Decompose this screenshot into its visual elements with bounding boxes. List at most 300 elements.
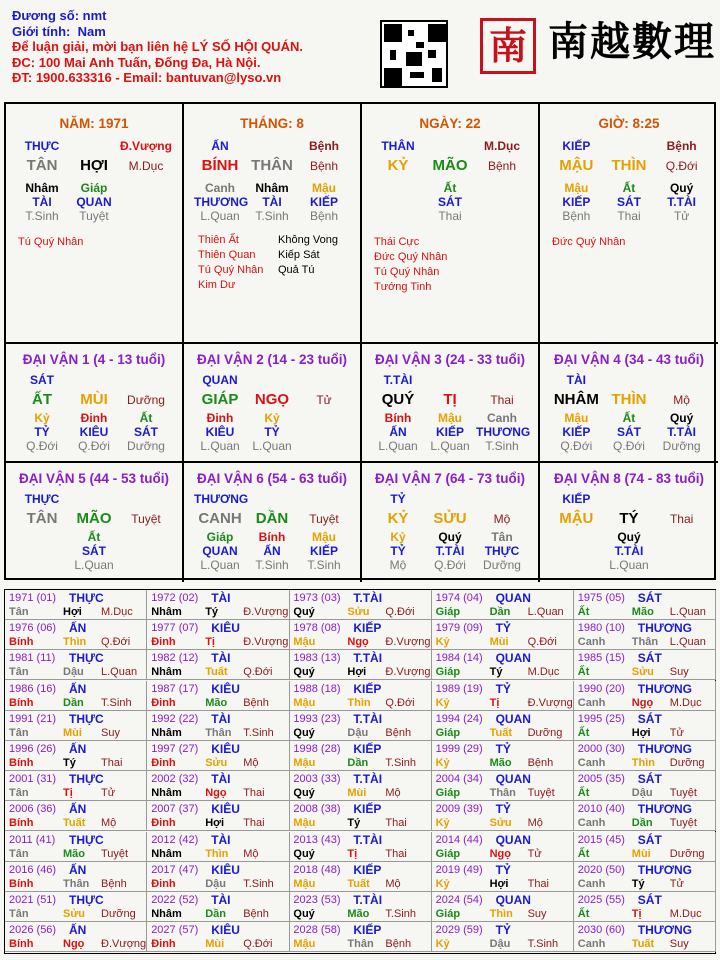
year-phase: L.Quan xyxy=(527,606,564,618)
hidden-god xyxy=(120,544,172,558)
year-label: 2022 (52) xyxy=(151,894,199,906)
year-god: QUAN xyxy=(495,893,531,907)
hidden-phase: Thai xyxy=(438,209,462,223)
year-phase: Bệnh xyxy=(101,877,127,890)
dv-phase: Tử xyxy=(316,393,332,407)
year-branch: Mùi xyxy=(205,938,225,951)
dv-gods-row xyxy=(6,544,182,558)
year-label: 2016 (46) xyxy=(9,863,57,876)
year-label: 2011 (41) xyxy=(9,833,56,846)
spacer xyxy=(68,373,120,387)
seal-text: 南 xyxy=(488,23,527,68)
hidden-stem: Quý xyxy=(669,181,694,195)
header-contact-note: Để luận giải, mời bạn liên hệ LÝ SỐ HỘI QUÁN. xyxy=(12,39,303,54)
year-cell xyxy=(289,681,431,711)
spacer xyxy=(476,373,528,387)
pillar-stem: TÂN xyxy=(26,157,58,174)
year-phase: Q.Đới xyxy=(243,938,273,951)
hidden-god: SÁT xyxy=(134,425,158,439)
year-stem: Ất xyxy=(577,908,590,920)
yearly-table xyxy=(4,589,716,954)
year-phase: L.Quan xyxy=(669,606,706,618)
year-phase: T.Sinh xyxy=(527,938,559,951)
year-branch: Tị xyxy=(489,696,500,709)
hidden-phase: Dưỡng xyxy=(483,558,521,572)
year-branch: Tuất xyxy=(631,938,655,951)
year-branch: Dậu xyxy=(205,877,226,890)
year-phase: Tử xyxy=(669,877,684,890)
year-stem: Nhâm xyxy=(151,908,182,920)
dai-van-title: ĐẠI VẬN 4 (34 - 43 tuổi) xyxy=(553,352,705,367)
dv-main-row xyxy=(540,393,718,407)
hidden-phase: Bệnh xyxy=(309,209,339,223)
year-branch: Tý xyxy=(347,817,361,830)
note-item: Tú Quý Nhân xyxy=(18,236,84,248)
year-branch: Mùi xyxy=(631,847,651,860)
hidden-stem: Ất xyxy=(622,411,636,425)
hidden-god: KIẾP xyxy=(562,425,591,439)
year-cell xyxy=(574,681,716,711)
year-branch: Hợi xyxy=(205,817,225,830)
dai-van-cell xyxy=(540,463,718,582)
hidden-stem xyxy=(120,181,172,195)
header-gender xyxy=(12,24,303,40)
dv-branch: NGỌ xyxy=(254,391,290,408)
year-god: THƯƠNG xyxy=(637,621,692,636)
year-cell xyxy=(574,862,716,892)
spacer xyxy=(246,492,298,506)
dv-phase: Mộ xyxy=(493,512,511,526)
year-label: 1982 (12) xyxy=(151,652,199,665)
year-branch: Dậu xyxy=(63,666,84,679)
pillar-hidden-row xyxy=(184,181,360,195)
year-cell xyxy=(289,892,431,922)
hidden-god: T.TÀI xyxy=(667,425,696,439)
pillar-branch: THÂN xyxy=(251,157,293,174)
pillar-cell xyxy=(362,104,540,344)
year-cell xyxy=(574,711,716,741)
dai-van-cell xyxy=(540,344,718,463)
hidden-stem: Tân xyxy=(491,530,513,544)
year-stem: Canh xyxy=(577,877,606,890)
year-cell xyxy=(147,590,289,620)
pillar-main-row xyxy=(362,159,538,173)
year-god: KIÊU xyxy=(211,621,240,636)
note-item: Quả Tú xyxy=(278,264,315,276)
year-stem: Giáp xyxy=(435,787,461,800)
dv-god-row xyxy=(540,373,718,387)
dv-sub-row xyxy=(362,558,538,572)
note-item: Kim Dư xyxy=(198,279,236,291)
hidden-stem: Quý xyxy=(438,530,462,544)
year-label: 2019 (49) xyxy=(435,863,483,876)
year-cell xyxy=(147,892,289,922)
dv-branch: THÌN xyxy=(611,391,647,408)
hidden-god: KIẾP xyxy=(309,195,338,209)
hidden-god xyxy=(476,195,528,209)
year-god: TỶ xyxy=(495,802,511,817)
year-phase: T.Sinh xyxy=(243,726,274,739)
pillar-extra: Bệnh xyxy=(487,159,517,173)
year-god: TỶ xyxy=(495,862,511,877)
year-branch: Thìn xyxy=(205,847,229,860)
year-branch: Ngọ xyxy=(347,636,369,649)
year-stem: Canh xyxy=(577,757,606,769)
hidden-god xyxy=(16,544,68,558)
year-phase: Tuyệt xyxy=(527,787,555,800)
pillar-main-row xyxy=(184,159,360,173)
year-god: THỰC xyxy=(69,591,104,605)
year-label: 2017 (47) xyxy=(151,863,199,876)
dai-van-title: ĐẠI VẬN 8 (74 - 83 tuổi) xyxy=(553,471,705,486)
hidden-phase: L.Quan xyxy=(609,558,649,572)
year-phase: Dưỡng xyxy=(527,726,563,739)
hidden-stem: Nhâm xyxy=(255,181,289,195)
year-branch: Hợi xyxy=(489,877,509,890)
year-stem: Đinh xyxy=(151,817,176,830)
hidden-stem xyxy=(16,530,68,544)
year-label: 2008 (38) xyxy=(293,803,341,816)
hidden-stem: Giáp xyxy=(206,530,234,544)
hidden-phase xyxy=(120,209,172,223)
year-label: 2021 (51) xyxy=(9,894,57,906)
pillar-main-row xyxy=(540,159,718,173)
year-branch: Dần xyxy=(63,696,84,709)
hidden-stem: Đinh xyxy=(80,411,108,425)
year-god: THƯƠNG xyxy=(637,742,692,756)
year-label: 1991 (21) xyxy=(9,712,57,725)
hidden-god xyxy=(120,195,172,209)
year-phase: Q.Đới xyxy=(385,696,415,709)
hidden-phase: Q.Đới xyxy=(434,558,466,572)
year-cell xyxy=(574,741,716,771)
year-stem: Tân xyxy=(9,606,29,618)
year-god: TÀI xyxy=(211,711,231,726)
pillar-branch: THÌN xyxy=(611,157,647,174)
hidden-god: T.TÀI xyxy=(435,544,465,558)
year-god: KIÊU xyxy=(211,862,240,877)
year-cell xyxy=(147,922,289,952)
dai-van-title: ĐẠI VẬN 5 (44 - 53 tuổi) xyxy=(18,471,170,486)
dai-van-cell xyxy=(362,463,540,582)
year-phase: Bệnh xyxy=(385,726,412,739)
note-item: Thái Cực xyxy=(374,236,420,248)
year-cell xyxy=(5,922,147,952)
hidden-god xyxy=(550,544,602,558)
hidden-phase: Thai xyxy=(617,209,641,223)
year-god: TÀI xyxy=(211,772,231,787)
pillar-stem: MẬU xyxy=(559,157,594,174)
year-stem: Quý xyxy=(293,726,315,739)
hidden-god xyxy=(372,195,424,209)
year-phase: Đ.Vượng xyxy=(385,666,431,679)
year-label: 1993 (23) xyxy=(293,712,341,725)
year-branch: Mão xyxy=(63,847,85,860)
year-god: SÁT xyxy=(637,591,662,605)
year-phase: Tuyệt xyxy=(101,847,129,860)
year-label: 1973 (03) xyxy=(293,592,341,604)
year-label: 2013 (43) xyxy=(293,833,341,846)
year-cell xyxy=(147,681,289,711)
year-stem: Giáp xyxy=(435,606,461,618)
pillar-phase: Đ.Vượng xyxy=(120,139,172,153)
year-stem: Nhâm xyxy=(151,726,182,739)
hidden-stem: Giáp xyxy=(80,181,108,195)
dv-main-row xyxy=(6,512,182,526)
year-cell xyxy=(147,801,289,831)
dv-branch: TÝ xyxy=(619,510,639,527)
pillar-notes xyxy=(540,235,718,250)
year-branch: Thân xyxy=(205,726,232,739)
header-phone-email: ĐT: 1900.633316 - Email: bantuvan@lyso.vn xyxy=(12,70,282,85)
hidden-god: KIẾP xyxy=(435,425,464,439)
hidden-god: SÁT xyxy=(438,195,462,209)
dv-hidden-row xyxy=(184,411,360,425)
year-phase: Tử xyxy=(527,847,542,860)
year-label: 1979 (09) xyxy=(435,622,483,635)
hidden-phase: L.Quan xyxy=(200,209,240,223)
year-god: TỶ xyxy=(495,681,511,696)
dai-van-cell xyxy=(184,344,362,463)
dv-stem: QUÝ xyxy=(381,391,415,408)
gender-value: Nam xyxy=(77,23,106,39)
logo-calligraphy: 南越數理 xyxy=(548,18,716,65)
dv-hidden-row xyxy=(540,411,718,425)
year-branch: Sửu xyxy=(63,908,86,920)
year-label: 1989 (19) xyxy=(435,682,483,695)
hidden-phase: L.Quan xyxy=(74,558,114,572)
dv-gods-row xyxy=(362,544,538,558)
pillar-god: THỰC xyxy=(24,139,60,153)
year-god: SÁT xyxy=(637,772,662,787)
qr-code-icon xyxy=(380,20,448,88)
year-cell xyxy=(574,801,716,831)
year-stem: Nhâm xyxy=(151,666,182,679)
pillar-title: NGÀY: 22 xyxy=(419,116,481,131)
year-phase: T.Sinh xyxy=(101,696,132,709)
year-label: 2018 (48) xyxy=(293,863,341,876)
pillar-extra: M.Dục xyxy=(128,159,164,173)
dv-gods-row xyxy=(184,544,360,558)
dai-van-cell xyxy=(362,344,540,463)
note-item: Đức Quý Nhân xyxy=(552,236,626,248)
hidden-god: THƯƠNG xyxy=(194,195,249,209)
year-phase: L.Quan xyxy=(101,666,138,679)
year-stem: Canh xyxy=(577,696,606,709)
hidden-stem: Ất xyxy=(622,181,636,195)
dv-stem: CANH xyxy=(198,510,242,527)
spacer xyxy=(603,373,655,387)
year-stem: Tân xyxy=(9,908,29,920)
year-god: THỰC xyxy=(69,832,104,847)
year-label: 1997 (27) xyxy=(151,743,199,755)
year-branch: Ngọ xyxy=(631,696,654,709)
dv-hidden-row xyxy=(540,530,718,544)
dv-god: KIẾP xyxy=(562,492,591,506)
year-stem: Đinh xyxy=(151,757,176,769)
pillar-stem: BÍNH xyxy=(201,157,239,174)
year-cell xyxy=(432,771,574,801)
year-label: 2023 (53) xyxy=(293,894,341,906)
year-cell xyxy=(289,741,431,771)
dv-main-row xyxy=(362,393,538,407)
year-branch: Thìn xyxy=(347,696,371,709)
year-god: TÀI xyxy=(211,591,231,605)
year-god: QUAN xyxy=(495,711,531,726)
year-stem: Tân xyxy=(9,666,29,679)
year-branch: Thìn xyxy=(63,636,87,649)
dv-god: QUAN xyxy=(202,373,238,387)
year-stem: Mậu xyxy=(293,696,316,709)
year-god: KIÊU xyxy=(211,923,240,938)
dv-sub-row xyxy=(540,558,718,572)
year-phase: Bệnh xyxy=(243,908,269,920)
year-god: TÀI xyxy=(211,893,231,907)
year-phase: Mộ xyxy=(527,817,543,830)
year-cell xyxy=(147,711,289,741)
year-branch: Hợi xyxy=(631,726,651,739)
year-label: 1983 (13) xyxy=(293,652,341,665)
hidden-stem: Ất xyxy=(139,411,153,425)
pillar-god: THÂN xyxy=(381,139,415,153)
year-god: QUAN xyxy=(495,772,531,787)
pillar-top-row xyxy=(6,139,182,153)
year-cell xyxy=(5,801,147,831)
pillar-gods-row xyxy=(6,195,182,209)
spacer xyxy=(298,492,350,506)
year-cell xyxy=(432,801,574,831)
dv-sub-row xyxy=(184,558,360,572)
year-label: 1994 (24) xyxy=(435,712,483,725)
year-god: ẤN xyxy=(69,862,87,877)
pillar-hidden-row xyxy=(6,181,182,195)
hidden-phase xyxy=(16,558,68,572)
year-label: 2003 (33) xyxy=(293,773,341,786)
pillar-top-row xyxy=(184,139,360,153)
dv-sub-row xyxy=(6,439,182,453)
year-stem: Quý xyxy=(293,787,315,800)
year-label: 1980 (10) xyxy=(577,622,625,635)
year-stem: Canh xyxy=(577,817,606,830)
hidden-god: THƯƠNG xyxy=(476,425,531,439)
year-god: SÁT xyxy=(637,651,662,666)
hidden-stem: Mậu xyxy=(564,411,589,425)
year-god: QUAN xyxy=(495,651,531,666)
dv-phase: Thai xyxy=(490,393,514,407)
year-phase: Đ.Vượng xyxy=(243,606,289,618)
year-cell xyxy=(147,650,289,680)
spacer xyxy=(246,139,298,153)
dv-branch: SỬU xyxy=(433,510,467,527)
year-god: THƯƠNG xyxy=(637,681,692,696)
year-stem: Kỷ xyxy=(435,757,450,769)
year-cell xyxy=(432,650,574,680)
year-god: TỶ xyxy=(495,923,511,938)
year-branch: Thìn xyxy=(489,908,513,920)
year-label: 2010 (40) xyxy=(577,803,625,816)
dv-sub-row xyxy=(6,558,182,572)
note-item: Tướng Tinh xyxy=(374,281,432,293)
hidden-stem: Kỷ xyxy=(390,530,406,544)
dv-god-row xyxy=(184,492,360,506)
year-branch: Tuất xyxy=(489,726,512,739)
hidden-god: ẤN xyxy=(263,544,281,558)
year-phase: Mộ xyxy=(385,787,401,800)
hidden-stem xyxy=(550,530,602,544)
year-god: TÀI xyxy=(211,832,231,847)
hidden-god: ẤN xyxy=(389,425,407,439)
spacer xyxy=(424,492,476,506)
year-stem: Kỷ xyxy=(435,938,450,951)
year-label: 1992 (22) xyxy=(151,712,199,725)
year-cell xyxy=(432,620,574,650)
year-cell xyxy=(432,832,574,862)
year-label: 1978 (08) xyxy=(293,622,341,635)
dv-god-row xyxy=(362,492,538,506)
dv-hidden-row xyxy=(6,530,182,544)
header-address: ĐC: 100 Mai Anh Tuấn, Đống Đa, Hà Nội. xyxy=(12,54,261,70)
dai-van-cell xyxy=(6,344,184,463)
year-branch: Tị xyxy=(631,908,642,920)
year-god: ẤN xyxy=(69,621,87,636)
year-stem: Kỷ xyxy=(435,817,450,830)
year-stem: Mậu xyxy=(293,636,316,649)
pillar-hidden-row xyxy=(540,181,718,195)
year-branch: Thân xyxy=(631,636,659,649)
dv-branch: MÃO xyxy=(76,510,112,527)
pillar-phase-row xyxy=(6,209,182,223)
year-stem: Bính xyxy=(9,877,34,890)
year-phase: Đ.Vượng xyxy=(243,636,289,649)
dv-sub-row xyxy=(184,439,360,453)
year-cell xyxy=(5,590,147,620)
year-god: KIÊU xyxy=(211,802,240,817)
year-god: THỰC xyxy=(69,651,104,666)
year-phase: Q.Đới xyxy=(243,666,273,679)
year-god: TỶ xyxy=(495,621,511,636)
year-god: KIẾP xyxy=(353,802,382,817)
year-branch: Thân xyxy=(63,877,90,890)
year-label: 1999 (29) xyxy=(435,743,483,755)
year-stem: Giáp xyxy=(435,908,461,920)
year-phase: Dưỡng xyxy=(669,757,705,769)
year-phase: Đ.Vượng xyxy=(101,938,147,951)
year-cell xyxy=(5,741,147,771)
year-branch: Tý xyxy=(63,757,76,769)
hidden-phase: Tuyệt xyxy=(79,209,109,223)
year-stem: Tân xyxy=(9,726,29,739)
year-god: ẤN xyxy=(69,923,87,938)
dv-god: THƯƠNG xyxy=(194,492,249,506)
pillar-branch: HỢI xyxy=(80,157,108,174)
year-label: 1977 (07) xyxy=(151,622,199,635)
year-god: THỰC xyxy=(69,772,104,787)
dv-main-row xyxy=(6,393,182,407)
pillar-gods-row xyxy=(540,195,718,209)
hidden-phase: Q.Đới xyxy=(560,439,593,453)
pillar-notes xyxy=(362,235,538,295)
year-phase: Tử xyxy=(101,787,116,800)
year-label: 2030 (60) xyxy=(577,924,625,937)
year-phase: T.Sinh xyxy=(243,877,274,890)
spacer xyxy=(424,373,476,387)
dai-van-cell xyxy=(6,463,184,582)
dai-van-cell xyxy=(184,463,362,582)
year-phase: Dưỡng xyxy=(669,847,705,860)
year-branch: Dậu xyxy=(631,787,653,800)
year-cell xyxy=(147,620,289,650)
hidden-god: KIÊU xyxy=(79,425,109,439)
